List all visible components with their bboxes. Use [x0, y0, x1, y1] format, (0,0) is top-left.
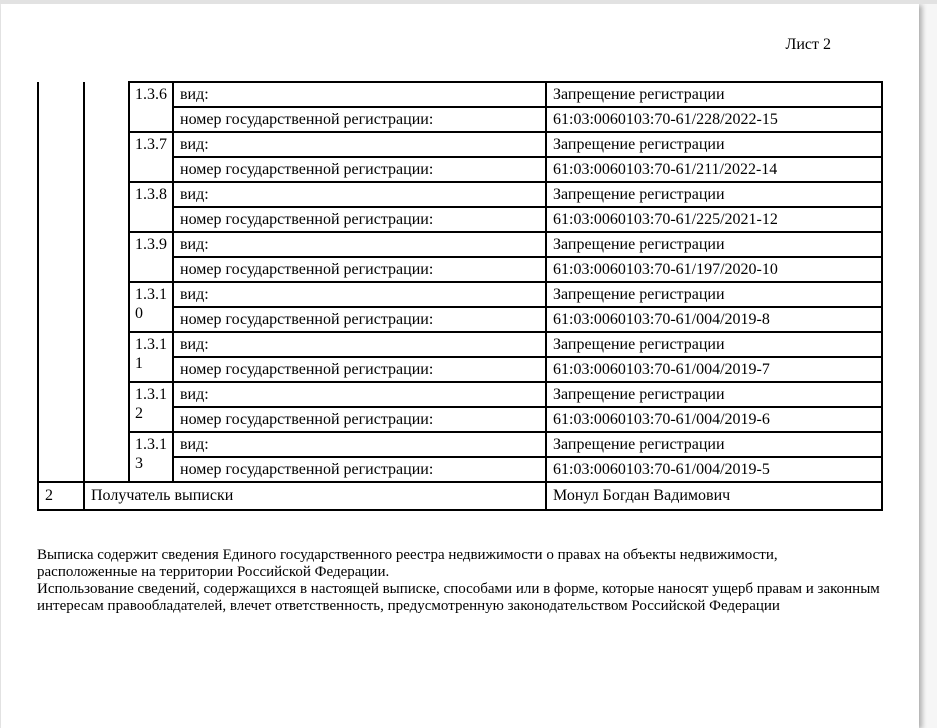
table-row — [38, 232, 882, 257]
gutter-cell — [38, 182, 84, 207]
kind-value-cell: Запрещение регистрации — [546, 182, 882, 207]
reg-number-value-cell: 61:03:0060103:70-61/228/2022-15 — [546, 107, 882, 132]
recipient-value-cell: Монул Богдан Вадимович — [546, 482, 882, 510]
gutter-cell — [84, 207, 129, 232]
gutter-cell — [38, 82, 84, 107]
gutter-cell — [84, 432, 129, 457]
footer-line: Использование сведений, содержащихся в настоящей выписке, способами или в форме, которые наносят ущерб правам и законным — [37, 581, 880, 597]
row-number-cell: 1.3.12 — [129, 382, 173, 432]
reg-number-label-cell: номер государственной регистрации: — [173, 257, 546, 282]
kind-value-cell: Запрещение регистрации — [546, 382, 882, 407]
reg-number-label-cell: номер государственной регистрации: — [173, 407, 546, 432]
row-number-cell: 1.3.11 — [129, 332, 173, 382]
viewer-right-margin — [919, 0, 937, 728]
kind-value-cell: Запрещение регистрации — [546, 282, 882, 307]
gutter-cell — [84, 82, 129, 107]
gutter-cell — [38, 107, 84, 132]
kind-label-cell: вид: — [173, 382, 546, 407]
kind-label-cell: вид: — [173, 432, 546, 457]
viewer-top-edge — [0, 0, 937, 4]
table-row — [38, 282, 882, 307]
kind-label-cell: вид: — [173, 232, 546, 257]
gutter-cell — [38, 332, 84, 357]
kind-label-cell: вид: — [173, 82, 546, 107]
reg-number-value-cell: 61:03:0060103:70-61/211/2022-14 — [546, 157, 882, 182]
gutter-cell — [84, 307, 129, 332]
reg-number-value-cell: 61:03:0060103:70-61/004/2019-6 — [546, 407, 882, 432]
gutter-cell — [84, 357, 129, 382]
table-row — [38, 132, 882, 157]
gutter-cell — [38, 207, 84, 232]
gutter-cell — [38, 407, 84, 432]
kind-value-cell: Запрещение регистрации — [546, 82, 882, 107]
gutter-cell — [84, 282, 129, 307]
table-row — [38, 332, 882, 357]
gutter-cell — [38, 157, 84, 182]
kind-value-cell: Запрещение регистрации — [546, 232, 882, 257]
reg-number-value-cell: 61:03:0060103:70-61/004/2019-8 — [546, 307, 882, 332]
reg-number-value-cell: 61:03:0060103:70-61/225/2021-12 — [546, 207, 882, 232]
kind-value-cell: Запрещение регистрации — [546, 432, 882, 457]
gutter-cell — [84, 332, 129, 357]
gutter-cell — [38, 257, 84, 282]
gutter-cell — [38, 307, 84, 332]
gutter-cell — [84, 182, 129, 207]
row-number-cell: 1.3.9 — [129, 232, 173, 282]
reg-number-value-cell: 61:03:0060103:70-61/197/2020-10 — [546, 257, 882, 282]
row-number-cell: 1.3.13 — [129, 432, 173, 482]
reg-number-label-cell: номер государственной регистрации: — [173, 157, 546, 182]
gutter-cell — [84, 457, 129, 482]
gutter-cell — [84, 132, 129, 157]
footer-line: интересам правообладателей, влечет ответственность, предусмотренную законодательством Российской Федерации — [37, 598, 780, 614]
gutter-cell — [84, 157, 129, 182]
gutter-cell — [84, 107, 129, 132]
gutter-cell — [84, 407, 129, 432]
row-number-cell: 1.3.10 — [129, 282, 173, 332]
kind-label-cell: вид: — [173, 282, 546, 307]
row-number-cell: 1.3.6 — [129, 82, 173, 132]
footer-note — [37, 547, 885, 615]
gutter-cell — [84, 382, 129, 407]
recipient-number-cell: 2 — [38, 482, 84, 510]
kind-value-cell: Запрещение регистрации — [546, 132, 882, 157]
table-row — [38, 432, 882, 457]
gutter-cell — [38, 432, 84, 457]
registry-table — [37, 81, 883, 511]
row-number-cell: 1.3.8 — [129, 182, 173, 232]
gutter-cell — [38, 132, 84, 157]
document-page — [1, 4, 919, 728]
kind-label-cell: вид: — [173, 332, 546, 357]
sheet-number-label: Лист 2 — [785, 36, 831, 53]
table-row — [38, 82, 882, 107]
reg-number-label-cell: номер государственной регистрации: — [173, 207, 546, 232]
gutter-cell — [38, 382, 84, 407]
footer-line: расположенные на территории Российской Федерации. — [37, 564, 390, 580]
gutter-cell — [38, 232, 84, 257]
recipient-label-cell: Получатель выписки — [84, 482, 546, 510]
gutter-cell — [38, 457, 84, 482]
table-row — [38, 382, 882, 407]
reg-number-label-cell: номер государственной регистрации: — [173, 107, 546, 132]
reg-number-label-cell: номер государственной регистрации: — [173, 307, 546, 332]
reg-number-label-cell: номер государственной регистрации: — [173, 357, 546, 382]
recipient-row — [38, 482, 882, 510]
footer-line: Выписка содержит сведения Единого государственного реестра недвижимости о правах на объекты недвижимости, — [37, 547, 778, 563]
kind-label-cell: вид: — [173, 182, 546, 207]
reg-number-value-cell: 61:03:0060103:70-61/004/2019-5 — [546, 457, 882, 482]
row-number-cell: 1.3.7 — [129, 132, 173, 182]
table-row — [38, 182, 882, 207]
reg-number-label-cell: номер государственной регистрации: — [173, 457, 546, 482]
gutter-cell — [84, 257, 129, 282]
gutter-cell — [38, 282, 84, 307]
kind-value-cell: Запрещение регистрации — [546, 332, 882, 357]
kind-label-cell: вид: — [173, 132, 546, 157]
gutter-cell — [84, 232, 129, 257]
gutter-cell — [38, 357, 84, 382]
reg-number-value-cell: 61:03:0060103:70-61/004/2019-7 — [546, 357, 882, 382]
